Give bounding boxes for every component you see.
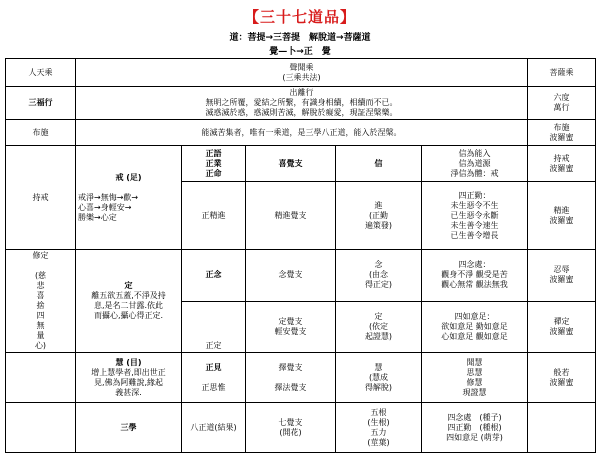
cell-precepts-paramita: 持戒 波羅蜜 [528,146,596,182]
cell-human-heaven-vehicle: 人天乘 [6,59,76,87]
four-wisdoms: 聞慧 思慧 修慧 現證慧 [422,353,528,403]
cell-meditation-paramita: 禪定 波羅蜜 [528,301,596,353]
cell-summary-blank [6,403,76,453]
sravaka-title: 聲聞乘 [289,62,314,72]
mindfulness-factor: 念覺支 [246,250,336,302]
cell-giving: 布施 [6,120,76,146]
seven-factors-flower: 七覺支 (開花) [246,403,336,453]
faith-power: 信 [336,146,422,182]
four-bases-of-power: 四如意足： 欲如意足 勤如意足 心如意足 觀如意足 [422,301,528,353]
subtitle-line-1: 道：菩提→三菩提 解脫道→菩薩道 [229,33,371,43]
discernment-factor: 擇覺支 [278,362,303,372]
joy-factor: 喜覺支 [246,146,336,182]
cell-one-vehicle-verse: 能滅苦集者，唯有一乘道，是三學八正道，能入於涅槃。 [76,120,528,146]
three-trainings: 三學 [76,403,182,453]
samadhi-title: 定 [124,281,133,290]
four-right-efforts-title: 四正勤： [458,190,491,200]
seed-root-sprout: 四念處 (種子) 四正勤 (種根) 四如意足 (萌芽) [422,403,528,453]
path-right-thought: 正思惟 [201,382,226,392]
dharma-investigation-factor: 擇法覺支 [274,382,307,392]
sila-title: 戒 (足) [115,172,142,182]
cell-left-blank [6,353,76,403]
four-right-efforts [422,182,528,250]
subtitle-line-2: 覺—卜→正 覺 [269,47,331,57]
cell-three-blessings: 三福行 [6,87,76,120]
cell-renunciation [76,87,528,120]
page-title: 【三十七道品】 [243,8,356,26]
wisdom-power: 慧 (慧成 得解脫) [336,353,422,403]
cell-sila [76,146,182,250]
path-right-mindfulness: 正念 [182,250,246,302]
wisdom-title: 慧 (目) [115,357,142,367]
effort-power: 進 (正勤 遍策發) [336,182,422,250]
eightfold-result: 八正道(結果) [182,403,246,453]
cell-wisdom-path [182,353,246,403]
cell-samadhi [76,250,182,353]
cell-prajna-paramita: 般若 波羅蜜 [528,353,596,403]
path-right-concentration: 正定 [182,301,246,353]
cell-effort-paramita: 精進 波羅蜜 [528,182,596,250]
cell-six-perfections: 六度 萬行 [528,87,596,120]
sila-desc: 戒淨→無悔→歡→ 心喜→身輕安→ 勝樂→心定 [78,192,139,222]
wisdom-desc: 增上慧學者,即出世正 見,佛為阿難說,緣起 義甚深. [91,367,166,397]
sravaka-subtitle: (三乘共法) [282,72,321,82]
four-foundations: 四念處： 觀身不淨 觀受是苦 觀心無常 觀法無我 [422,250,528,302]
thirty-seven-factors-table [5,58,596,453]
cell-wisdom [76,353,182,403]
cell-summary-right-blank [528,403,596,453]
five-roots-powers: 五根 (生根) 五力 (莖葉) [336,403,422,453]
mindfulness-power: 念 (由念 得正定) [336,250,422,302]
four-right-efforts-list: 未生惡令不生 已生惡令永斷 未生善令速生 已生善令增長 [450,200,499,240]
path-speech-action-livelihood: 正語 正業 正命 [182,146,246,182]
renunciation-head: 出離行 [289,88,314,97]
samadhi-desc: 離五欲五蓋,不淨及持 息,是名二甘露.依此 而攝心,攝心得正定. [91,291,166,320]
cell-bodhisattva-vehicle: 菩薩乘 [528,59,596,87]
path-right-effort: 正精進 [182,182,246,250]
concentration-factors: 定覺支 輕安覺支 [246,301,336,353]
path-right-view: 正見 [205,362,222,372]
cell-wisdom-factors [246,353,336,403]
concentration-power: 定 (依定 起證慧) [336,301,422,353]
cell-sravaka-vehicle [76,59,528,87]
cell-cultivating-concentration: 修定 (慈 悲 喜 捨 四 無 量 心) [6,250,76,353]
cell-patience-paramita: 忍辱 波羅蜜 [528,250,596,302]
faith-notes: 信為能入 信為道源 淨信為體：戒 [422,146,528,182]
effort-factor: 精進覺支 [246,182,336,250]
cell-giving-paramita: 布施 波羅蜜 [528,120,596,146]
renunciation-verse: 無明之所覆，愛結之所繫，有識身相續，相續而不已。 滅惑滅於惑，惑滅則苦滅，解脫於癡愛，現証涅槃樂。 [205,98,398,117]
cell-keeping-precepts: 持戒 [6,146,76,250]
